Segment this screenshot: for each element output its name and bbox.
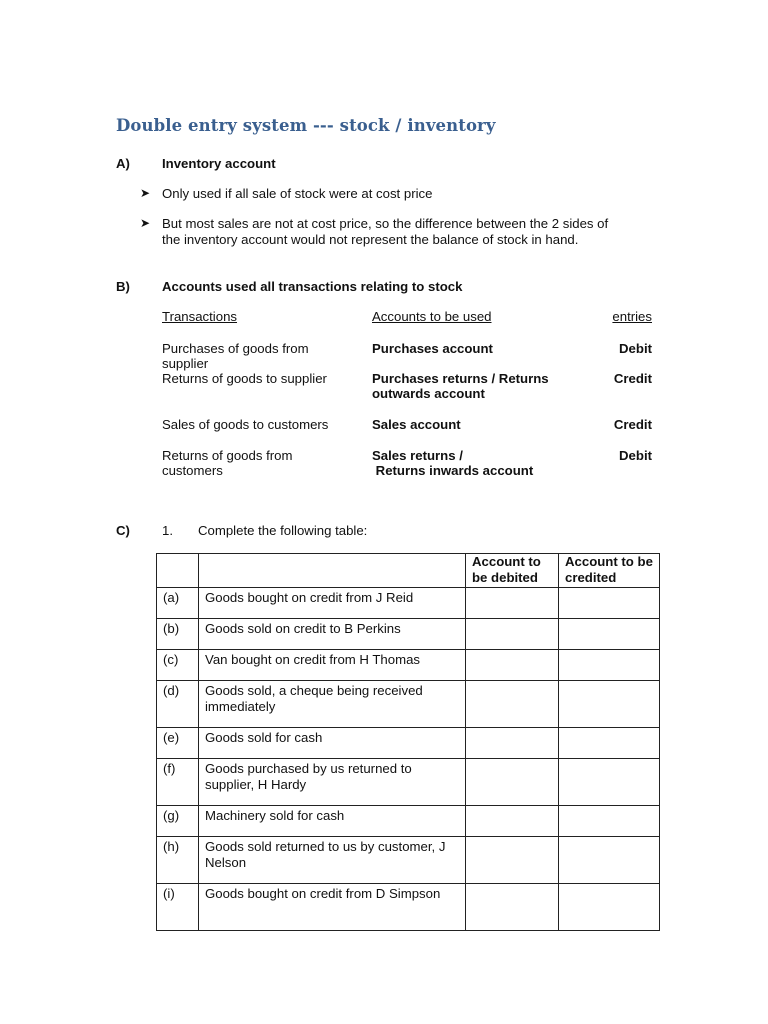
account-text: Returns inwards account bbox=[372, 463, 534, 478]
section-b-heading: Accounts used all transactions relating to stock bbox=[162, 279, 463, 294]
arrow-bullet-icon: ➤ bbox=[140, 216, 151, 230]
entry-text: Credit bbox=[613, 417, 652, 432]
entry-text: Credit bbox=[613, 371, 652, 386]
row-label: (g) bbox=[157, 806, 199, 837]
table-row bbox=[157, 806, 660, 837]
bullet-2-line-1: But most sales are not at cost price, so the difference between the 2 sides of bbox=[162, 216, 609, 231]
credit-answer-cell[interactable] bbox=[559, 619, 660, 650]
credit-answer-cell[interactable] bbox=[559, 728, 660, 759]
transaction-text: Returns of goods from bbox=[162, 448, 293, 463]
column-header-entries: entries bbox=[612, 309, 652, 324]
row-label: (h) bbox=[157, 837, 199, 884]
exercise-table bbox=[156, 553, 660, 931]
row-label: (d) bbox=[157, 681, 199, 728]
column-header-transactions: Transactions bbox=[162, 309, 238, 324]
entry-text: Debit bbox=[619, 341, 652, 356]
table-row bbox=[157, 759, 660, 806]
credit-answer-cell[interactable] bbox=[559, 650, 660, 681]
row-description: Van bought on credit from H Thomas bbox=[199, 650, 466, 681]
row-label: (b) bbox=[157, 619, 199, 650]
transaction-text: customers bbox=[162, 463, 223, 478]
table-row bbox=[157, 619, 660, 650]
table-row bbox=[157, 650, 660, 681]
debit-answer-cell[interactable] bbox=[466, 728, 559, 759]
account-text: Sales returns / bbox=[372, 448, 463, 463]
debit-answer-cell[interactable] bbox=[466, 806, 559, 837]
row-description: Goods bought on credit from J Reid bbox=[199, 588, 466, 619]
account-text: outwards account bbox=[372, 386, 485, 401]
table-header-row bbox=[157, 554, 660, 588]
credit-answer-cell[interactable] bbox=[559, 837, 660, 884]
header-cell-label bbox=[157, 554, 199, 588]
transaction-text: supplier bbox=[162, 356, 209, 371]
row-label: (f) bbox=[157, 759, 199, 806]
credit-answer-cell[interactable] bbox=[559, 759, 660, 806]
table-row bbox=[157, 837, 660, 884]
question-number: 1. bbox=[162, 523, 173, 538]
credit-answer-cell[interactable] bbox=[559, 884, 660, 931]
transaction-text: Returns of goods to supplier bbox=[162, 371, 327, 386]
transaction-text: Purchases of goods from bbox=[162, 341, 309, 356]
section-a-letter: A) bbox=[116, 156, 130, 171]
header-cell-description bbox=[199, 554, 466, 588]
debit-answer-cell[interactable] bbox=[466, 759, 559, 806]
row-label: (i) bbox=[157, 884, 199, 931]
credit-answer-cell[interactable] bbox=[559, 806, 660, 837]
row-description: Goods sold for cash bbox=[199, 728, 466, 759]
table-row bbox=[157, 681, 660, 728]
debit-answer-cell[interactable] bbox=[466, 837, 559, 884]
bullet-1-text: Only used if all sale of stock were at cost price bbox=[162, 186, 433, 201]
entry-text: Debit bbox=[619, 448, 652, 463]
account-text: Purchases returns / Returns bbox=[372, 371, 549, 386]
column-header-accounts: Accounts to be used bbox=[372, 309, 492, 324]
section-a-heading: Inventory account bbox=[162, 156, 276, 171]
question-instruction: Complete the following table: bbox=[198, 523, 368, 538]
section-c-letter: C) bbox=[116, 523, 130, 538]
credit-answer-cell[interactable] bbox=[559, 681, 660, 728]
debit-answer-cell[interactable] bbox=[466, 650, 559, 681]
row-description: Goods sold on credit to B Perkins bbox=[199, 619, 466, 650]
arrow-bullet-icon: ➤ bbox=[140, 186, 151, 200]
transaction-text: Sales of goods to customers bbox=[162, 417, 329, 432]
debit-answer-cell[interactable] bbox=[466, 588, 559, 619]
row-description: Goods purchased by us returned to supplier, H Hardy bbox=[199, 759, 466, 806]
header-account-debited: Account to be debited bbox=[466, 554, 559, 588]
row-description: Goods sold returned to us by customer, J Nelson bbox=[199, 837, 466, 884]
debit-answer-cell[interactable] bbox=[466, 884, 559, 931]
header-account-credited: Account to be credited bbox=[559, 554, 660, 588]
row-label: (c) bbox=[157, 650, 199, 681]
debit-answer-cell[interactable] bbox=[466, 681, 559, 728]
page-title: Double entry system --- stock / inventory bbox=[116, 116, 496, 135]
section-b-letter: B) bbox=[116, 279, 130, 294]
table-row bbox=[157, 728, 660, 759]
row-description: Goods sold, a cheque being received immediately bbox=[199, 681, 466, 728]
account-text: Purchases account bbox=[372, 341, 493, 356]
row-label: (a) bbox=[157, 588, 199, 619]
row-label: (e) bbox=[157, 728, 199, 759]
account-text: Sales account bbox=[372, 417, 461, 432]
credit-answer-cell[interactable] bbox=[559, 588, 660, 619]
table-row bbox=[157, 884, 660, 931]
debit-answer-cell[interactable] bbox=[466, 619, 559, 650]
bullet-2-line-2: the inventory account would not represent the balance of stock in hand. bbox=[162, 232, 579, 247]
table-row bbox=[157, 588, 660, 619]
row-description: Machinery sold for cash bbox=[199, 806, 466, 837]
row-description: Goods bought on credit from D Simpson bbox=[199, 884, 466, 931]
